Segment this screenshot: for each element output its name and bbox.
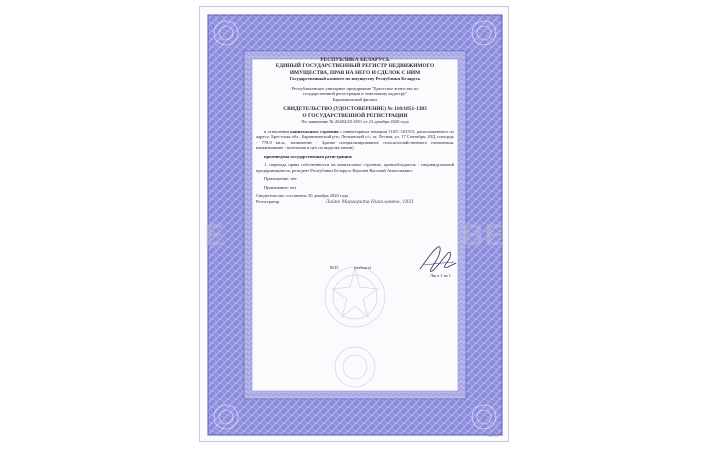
registration-text: 1. перехода права собственности на капитальное строение, правообладатель - индивидуальный предприниматель, резидент Республики Беларусь Королёв Василий Анатольевич. [256,162,454,173]
handwritten-signature [418,243,458,277]
object-description [256,129,454,151]
object-term: капитального строения [290,128,339,134]
application-line: По заявлению № 26484/20:1851 от 23 декабря 2020 года [301,119,409,125]
header-committee: Государственный комитет по имуществу Республики Беларусь [289,76,421,82]
title-line1: СВИДЕТЕЛЬСТВО (УДОСТОВЕРЕНИЕ) № 110/1851-1383 [283,106,427,113]
certificate-content [256,57,454,205]
registrar-row [256,199,454,206]
header-republic: РЕСПУБЛИКА БЕЛАРУСЬ [320,57,390,63]
certificate-page [199,6,509,442]
object-lead: в отношении [264,128,289,134]
header-registry-line2: ИМУЩЕСТВА, ПРАВ НА НЕГО И СДЕЛОК С НИМ [289,69,421,76]
agency-line3: Барановичский филиал [332,96,378,102]
form-code: бл. 272 [488,434,498,438]
sheet-number: Лист 1 из 1 [430,273,451,278]
header-registry-line1: ЕДИНЫЙ ГОСУДАРСТВЕННЫЙ РЕГИСТР НЕДВИЖИМОГО [275,63,435,70]
registrar-name: Лайко Маргарита Николаевна, 1851 [325,199,414,205]
watermark-right: ВЕ [462,219,506,252]
compiled-line: Свидетельство составлено 30 декабря 2020 года [256,193,349,199]
watermark-left: Е [204,219,226,252]
note-primechanie: Примечание: нет [264,184,297,190]
registrar-label: Регистратор [256,198,280,204]
note-prilozhenie: Приложение: нет [264,176,297,182]
agency-line2: государственной регистрации и земельному кадастру" [302,91,408,97]
signature-label: (подпись) [354,265,371,270]
stamp-place-label: М.П. [330,265,339,270]
registration-heading: произведена государственная регистрация: [264,153,353,159]
object-text: с инвентарным номером 110/С-101515, расположенного по адресу: Брестская обл., Барановичский р-н, Леснянский с/с, аг. Лесная, ул. 17 Сентября, 20Д, площадь - 778.0 кв.м., назначение - Здание специализированное сельскохозяйственного назначения, наименование - котельная и цех по выделке овчин) [256,128,455,151]
agency-line1: Республиканское унитарное предприятие "Брестское агентство по [291,85,419,91]
title-line2: О ГОСУДАРСТВЕННОЙ РЕГИСТРАЦИИ [302,112,408,119]
